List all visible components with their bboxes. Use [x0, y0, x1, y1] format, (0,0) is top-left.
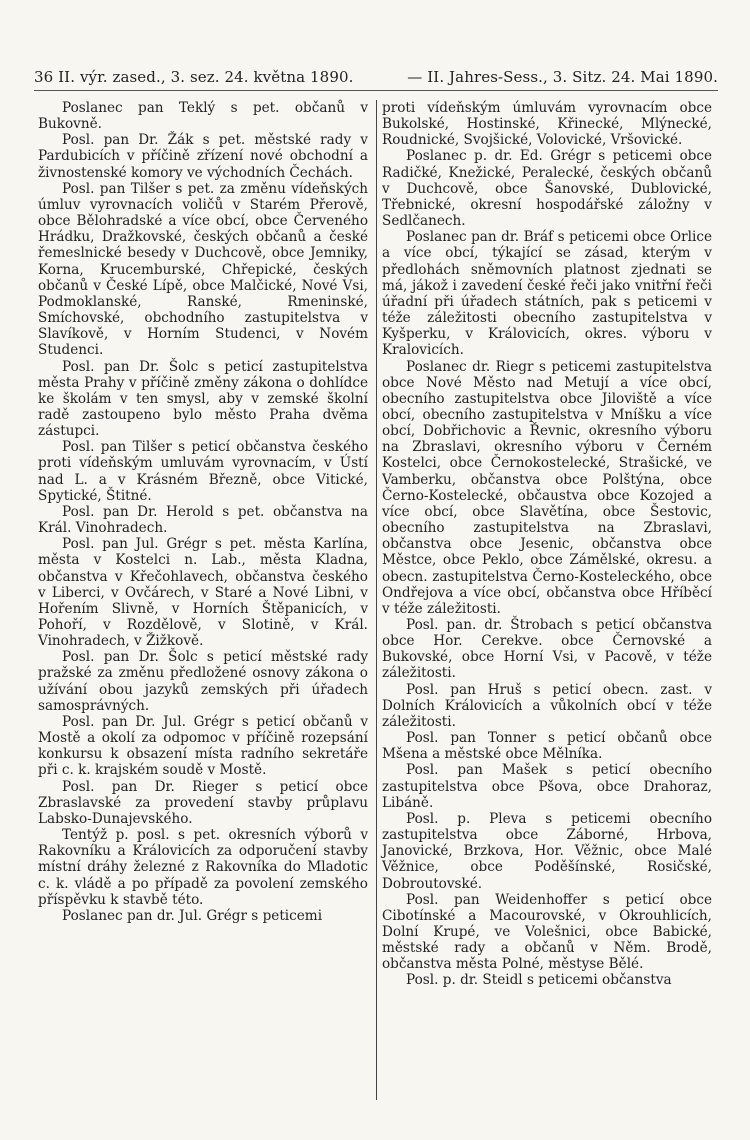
paragraph: Posl. pan. dr. Štrobach s peticí občanstva obce Hor. Cerekve. obce Černovské a Bukovské, obce Horní Vsi, v Pacově, v téže záležitosti.	[382, 617, 712, 682]
paragraph: Posl. pan Dr. Herold s pet. občanstva na Král. Vinohradech.	[38, 503, 368, 537]
paragraph: Poslanec dr. Riegr s peticemi zastupitelstva obce Nové Město nad Metují a více obcí, obecního zastupitelstva obce Jiloviště a více obcí, obecního zastupitelstva v Mníšku a více obcí, Dobřichovic a Řevnic, okresního výboru na Zbraslavi, okresního výboru v Černém Kostelci, obce Černokostelecké, Strašické, ve Vamberku, občanstva obce Polštýna, obce Černo-Kostelecké, občaustva obce Kozojed a více obcí, obce Slavětína, obce Šestovic, obecního zastupitelstva na Zbraslavi, občanstva obce Jesenic, občanstva obce Městce, obce Peklo, obce Zámělské, okresu. a obecn. zastupitelstva Černo-Kosteleckého, obce Ondřejova a více obcí, občanstva obce Hříběcí v téže záležitosti.	[382, 358, 712, 617]
paragraph: Posl. pan Weidenhoffer s peticí obce Cibotínské a Macourovské, v Okrouhlicích, Dolní Krupé, ve Volešnici, obce Babické, městské rady a občanů v Něm. Brodě, občanstva města Polné, městyse Bělé.	[382, 891, 712, 973]
paragraph: Posl. pan Tilšer s pet. za změnu vídeňských úmluv vyrovnacích voličů v Starém Přerově, obce Bělohradské a více obcí, obce Červeného Hrádku, Dražkovské, českých občanů a české řemeslnické besedy v Duchcově, obce Jemniky, Korna, Krucemburské, Chřepické, českých občanů v České Lípě, obce Malčické, Nové Vsi, Podmoklanské, Ranské, Rmeninské, Smíchovské, obchodního zastupitelstva v Slavíkově, v Horním Studenci, v Novém Studenci.	[38, 180, 368, 359]
paragraph: Poslanec pan Teklý s pet. občanů v Bukovně.	[38, 100, 368, 133]
paragraph: Posl. pan Hruš s peticí obecn. zast. v Dolních Královicích a vůkolních obcí v téže záležitosti.	[382, 681, 712, 730]
paragraph: Posl. pan Jul. Grégr s pet. města Karlína, města v Kostelci n. Lab., města Kladna, občanstva v Křečohlavech, občanstva českého v Liberci, v Ovčárech, v Staré a Nové Libni, v Hořením Slivně, v Horních Štěpanicích, v Pohoří, v Rozdělově, v Slotině, v Král. Vinohradech, v Žižkově.	[38, 536, 368, 650]
paragraph: Posl. p. dr. Steidl s peticemi občanstva	[406, 972, 672, 989]
paragraph: Poslanec pan dr. Bráf s peticemi obce Orlice a více obcí, týkající se zásad, kterým v předlohách sněmovních platnost zjednati se má, jákož i zavedení české řeči jako vnitřní řeči úřadní při úřadech státních, pak s peticemi v téže záležitosti obecního zastupitelstva v Kyšperku, v Královicích, okres. výboru v Kralovicích.	[382, 229, 712, 359]
paragraph: Posl. pan Dr. Šolc s peticí zastupitelstva města Prahy v příčině změny zákona o dohlídce ke školám v ten smysl, aby v zemské školní radě zastoupeno bylo město Praha dvěma zástupci.	[38, 358, 368, 440]
header-right: — II. Jahres-Sess., 3. Sitz. 24. Mai 1890.	[407, 68, 718, 86]
paragraph: proti vídeňským úmluvám vyrovnacím obce Bukolské, Hostinské, Křinecké, Mlýnecké, Roudnické, Svojšické, Volovické, Vršovické.	[382, 100, 712, 149]
paragraph: Posl. pan Tilšer s peticí občanstva českého proti vídeňským umluvám vyrovnacím, v Ústí nad L. a v Krásném Březně, obce Vitické, Spytické, Štitné.	[38, 439, 368, 504]
running-header	[34, 68, 718, 86]
paragraph: Posl. pan Mašek s peticí obecního zastupitelstva obce Pšova, obce Drahoraz, Libáně.	[382, 762, 712, 811]
header-left: 36 II. výr. zased., 3. sez. 24. května 1890.	[34, 68, 354, 86]
paragraph: Posl. pan Tonner s peticí občanů obce Mšena a městské obce Mělníka.	[382, 730, 712, 763]
paragraph: Posl. pan Dr. Žák s pet. městské rady v Pardubicích v příčině zřízení nové obchodní a živnostenské komory ve východních Čechách.	[38, 132, 368, 181]
paragraph: Poslanec pan dr. Jul. Grégr s peticemi	[62, 907, 323, 924]
left-column	[38, 100, 368, 924]
paragraph: Tentýž p. posl. s pet. okresních výborů v Rakovníku a Královicích za odporučení stavby místní dráhy železné z Rakovníka do Mladotic c. k. vládě a po případě za povolení zemského příspěvku k stavbě této.	[38, 827, 368, 908]
paragraph: Posl. pan Dr. Jul. Grégr s peticí občanů v Mostě a okolí za odpomoc v příčině rozepsání konkursu k obsazení místa radního sekretáře při c. k. krajském soudě v Mostě.	[38, 713, 368, 779]
paragraph: Poslanec p. dr. Ed. Grégr s peticemi obce Radičké, Knežické, Peralecké, českých občanů v Duchcově, obce Šanovské, Dublovické, Třebnické, okresní hospodářské záložny v Sedlčanech.	[382, 148, 712, 230]
header-rule	[34, 90, 718, 91]
column-divider	[376, 100, 377, 1100]
paragraph: Posl. pan Dr. Šolc s peticí městské rady pražské za změnu předložené osnovy zákona o užívání obou jazyků zemských při úřadech samosprávných.	[38, 649, 368, 714]
paragraph: Posl. p. Pleva s peticemi obecního zastupitelstva obce Záborné, Hrbova, Janovické, Brzkova, Hor. Věžnic, obce Malé Věžnice, obce Poděšínské, Rosičské, Dobroutovské.	[382, 810, 712, 892]
paragraph: Posl. pan Dr. Rieger s peticí obce Zbraslavské za provedení stavby průplavu Labsko-Dunajevského.	[38, 778, 368, 827]
right-column	[382, 100, 712, 989]
